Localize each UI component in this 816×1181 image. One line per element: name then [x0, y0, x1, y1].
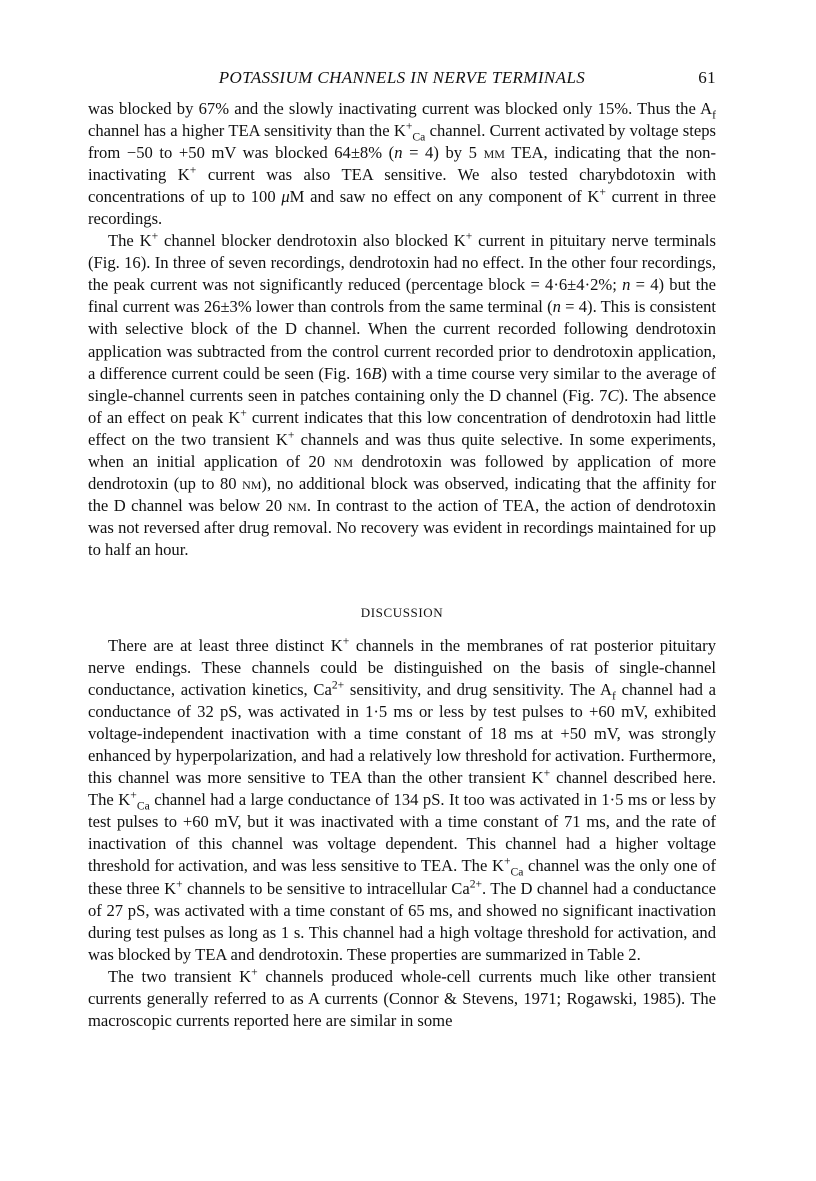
running-head: [88, 68, 716, 92]
paragraph-discussion-summary: There are at least three distinct K+ channels in the membranes of rat posterior pituitary nerve endings. These channels could be distinguished on the basis of single-channel conductance, activation kinetics, $Ca^{2+}$ sensitivity, and drug sensitivity. The $A_f$ channel had a conductance of 32 pS, was activated in 1·5 ms or less by test pulses to +60 mV, exhibited voltage-independent inactivation with a time constant of 18 ms at +50 mV, was strongly enhanced by hyperpolarization, and had a relatively low threshold for activation. Furthermore, this channel was more sensitive to TEA than the other transient K+ channel described here. The $K^+_{Ca}$ channel had a large conductance of 134 pS. It too was activated in 1·5 ms or less by test pulses to +60 mV, but it was inactivated with a time constant of 71 ms, and the rate of inactivation of this channel was voltage dependent. This channel had a higher voltage threshold for activation, and was less sensitive to TEA. The $K^+_{Ca}$ channel was the only one of these three K+ channels to be sensitive to intracellular $Ca^{2+}$. The D channel had a conductance of 27 pS, was activated with a time constant of 65 ms, and showed no significant inactivation during test pulses as long as 1 s. This channel had a high voltage threshold for activation, and was blocked by TEA and dendrotoxin. These properties are summarized in Table 2.: [88, 634, 717, 964]
paragraph-a-currents: The two transient K+ channels produced whole-cell currents much like other transient currents generally referred to as A currents (Connor & Stevens, 1971; Rogawski, 1985). The macroscopic currents reported here are similar in some: [88, 965, 716, 1030]
paragraph-tea-block: was blocked by 67% and the slowly inactivating current was blocked only 15%. Thus the $A_f$ channel has a higher TEA sensitivity than the $K^+_{Ca}$ channel. Current activated by voltage steps from −50 to +50 mV was blocked 64±8% (n = 4) by 5 mm TEA, indicating that the non-inactivating K+ current was also TEA sensitive. We also tested charybdotoxin with concentrations of up to 100 μM and saw no effect on any component of K+ current in three recordings.: [88, 99, 717, 229]
paragraph-dendrotoxin: The K+ channel blocker dendrotoxin also blocked K+ current in pituitary nerve terminals (Fig. 16). In three of seven recordings, dendrotoxin had no effect. In the other four recordings, the peak current was not significantly reduced (percentage block = 4·6±4·2%; n = 4) but the final current was 26±3% lower than controls from the same terminal (n = 4). This is consistent with selective block of the D channel. When the current recorded following dendrotoxin application was subtracted from the control current recorded prior to dendrotoxin application, a difference current could be seen (Fig. 16B) with a time course very similar to the average of single-channel currents seen in patches containing only the D channel (Fig. 7C). The absence of an effect on peak K+ current indicates that this low concentration of dendrotoxin had little effect on the two transient K+ channels and was thus quite selective. In some experiments, when an initial application of 20 nm dendrotoxin was followed by application of more dendrotoxin (up to 80 nm), no additional block was observed, indicating that the affinity for the D channel was below 20 nm. In contrast to the action of TEA, the action of dendrotoxin was not reversed after drug removal. No recovery was evident in recordings maintained for up to half an hour.: [88, 229, 717, 559]
page-number: 61: [698, 68, 716, 87]
running-title: POTASSIUM CHANNELS IN NERVE TERMINALS: [218, 68, 586, 87]
section-heading-discussion: DISCUSSION: [360, 604, 444, 620]
page: [88, 68, 716, 1032]
